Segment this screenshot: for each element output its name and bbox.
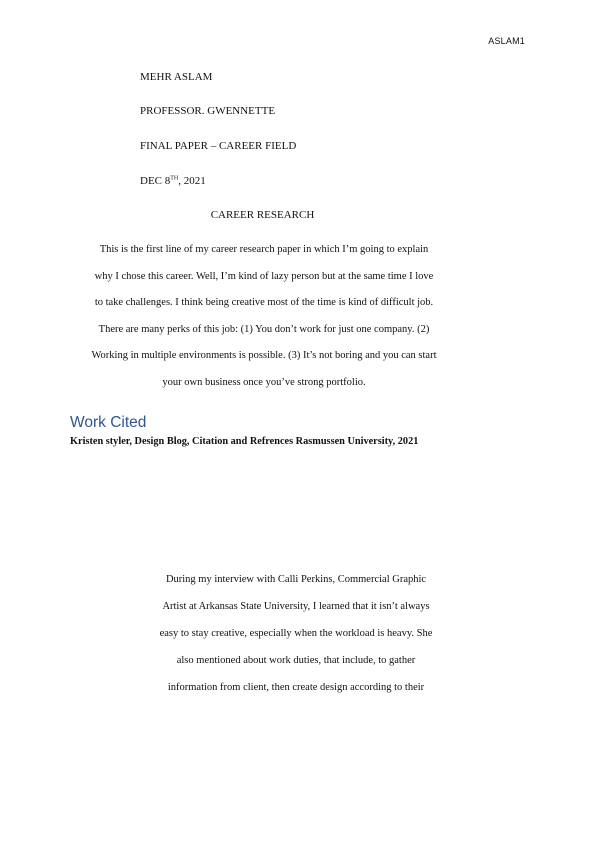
paper-date — [140, 175, 206, 187]
paragraph-line: why I chose this career. Well, I’m kind of lazy person but at the same time I love — [94, 270, 434, 282]
paragraph-line: During my interview with Calli Perkins, Commercial Graphic — [165, 574, 427, 585]
running-head: ASLAM1 — [488, 36, 525, 46]
author-name: MEHR ASLAM — [140, 71, 213, 83]
paragraph-line: Working in multiple environments is possible. (3) It’s not boring and you can start — [91, 350, 437, 361]
paragraph-line: This is the first line of my career research paper in which I’m going to explain — [99, 244, 429, 255]
intro-paragraph — [64, 244, 464, 403]
paragraph-line: information from client, then create design according to their — [167, 682, 425, 693]
paragraph-line: easy to stay creative, especially when the workload is heavy. She — [159, 628, 433, 639]
paragraph-line: Artist at Arkansas State University, I learned that it isn’t always — [162, 601, 430, 612]
date-ordinal: TH — [170, 175, 179, 182]
date-suffix: , 2021 — [178, 175, 206, 187]
paragraph-line: There are many perks of this job: (1) You don’t work for just one company. (2) — [98, 323, 430, 335]
paragraph-line: your own business once you’ve strong portfolio. — [162, 376, 366, 388]
date-prefix: DEC 8 — [140, 175, 171, 187]
paragraph-line: to take challenges. I think being creative most of the time is kind of difficult job. — [94, 297, 434, 308]
paragraph-line: also mentioned about work duties, that include, to gather — [176, 655, 416, 666]
professor-name: PROFESSOR. GWENNETTE — [140, 105, 276, 117]
paper-title: CAREER RESEARCH — [210, 209, 315, 221]
course-title: FINAL PAPER – CAREER FIELD — [140, 140, 297, 152]
interview-paragraph — [140, 574, 452, 709]
works-cited-heading: Work Cited — [70, 414, 147, 431]
works-cited-entry: Kristen styler, Design Blog, Citation and Refrences Rasmussen University, 2021 — [70, 436, 419, 447]
